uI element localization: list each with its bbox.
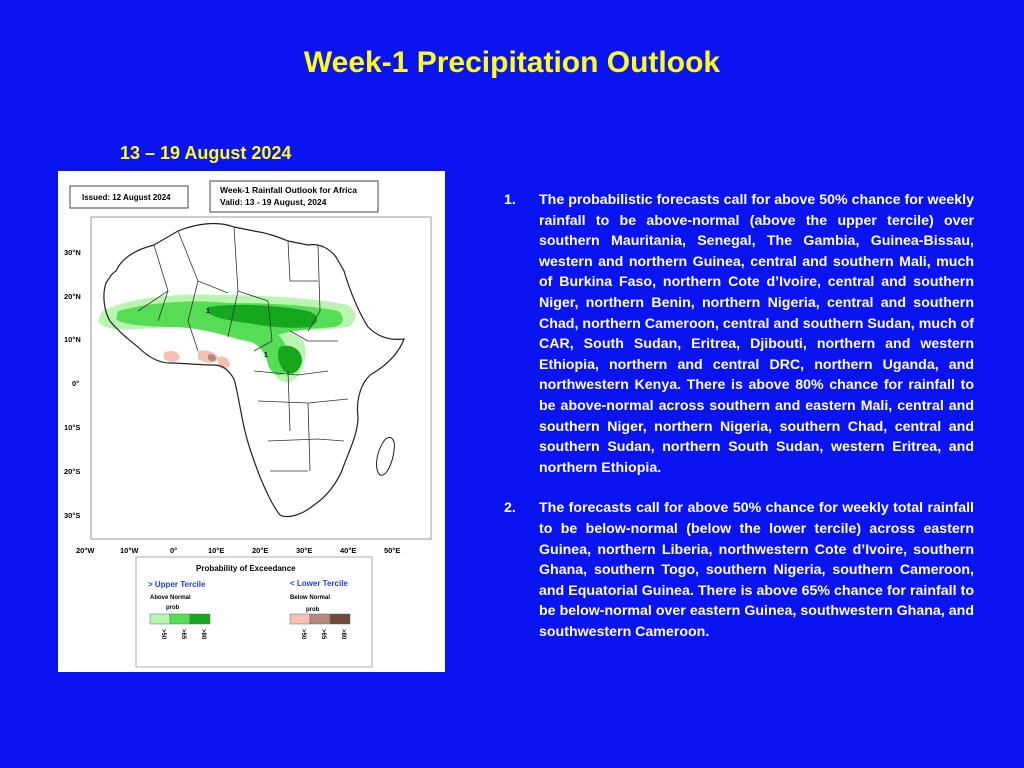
legend-threshold: >50	[160, 629, 166, 640]
legend-swatch-below-65	[310, 614, 330, 624]
rainfall-outlook-map	[58, 171, 445, 672]
lon-label: 40°E	[340, 546, 357, 555]
legend-threshold: >80	[200, 629, 206, 640]
bullet-number: 2.	[504, 500, 516, 517]
lon-label: 30°E	[296, 546, 313, 555]
lon-label: 20°E	[252, 546, 269, 555]
lon-label: 0°	[170, 546, 178, 555]
bullet-number: 1.	[504, 192, 516, 208]
legend	[136, 557, 372, 667]
legend-lower-sub1: Below Normal	[290, 595, 331, 601]
legend-upper-sub1: Above Normal	[150, 595, 191, 601]
outlook-bullets	[504, 190, 974, 662]
legend-threshold: >50	[300, 629, 306, 640]
country-borders	[138, 227, 348, 471]
bullet-text: The forecasts call for above 50% chance for weekly total rainfall to be below-normal (below the lower tercile) across eastern Guinea, northern Liberia, northwestern Cote d’Ivoire, southern Ghana, southern Togo, southern Nigeria, southern Cameroon, and Equatorial Guinea. There is above 65% chance for rainfall to be below-normal over eastern Guinea, southwestern Ghana, and southwestern Cameroon.	[539, 500, 974, 640]
lat-label: 30°N	[64, 248, 81, 257]
contour-label: 1	[264, 352, 268, 359]
bullet-item	[504, 190, 974, 478]
legend-lower-label: < Lower Tercile	[290, 579, 348, 588]
legend-swatch-above-50	[150, 614, 170, 624]
legend-threshold: >65	[320, 629, 326, 640]
legend-swatch-below-80	[330, 614, 350, 624]
lat-label: 10°S	[64, 423, 81, 432]
legend-swatch-above-65	[170, 614, 190, 624]
bullet-text: The probabilistic forecasts call for above 50% chance for weekly rainfall to be above-normal (above the upper tercile) over southern Mauritania, Senegal, The Gambia, Guinea-Bissau, western and northern Guinea, central and southern Mali, much of Burkina Faso, northern Cote d’Ivoire, central and southern Niger, northern Benin, northern Nigeria, central and southern Chad, northern Cameroon, central and southern Sudan, much of CAR, South Sudan, Eritrea, Djibouti, northern and western Ethiopia, northern and central DRC, northern Uganda, and northwestern Kenya. There is above 80% chance for rainfall to be above-normal across southern and eastern Mali, central and southern Niger, northern Nigeria, southern Chad, central and southern Sudan, northern South Sudan, western Eritrea, and northern Ethiopia.	[539, 192, 974, 476]
bullet-item	[504, 498, 974, 642]
legend-threshold: >80	[340, 629, 346, 640]
lat-label: 0°	[72, 379, 80, 388]
date-range-heading: 13 – 19 August 2024	[120, 143, 292, 163]
lat-label: 20°N	[64, 292, 81, 301]
map-frame	[91, 217, 431, 539]
madagascar-outline	[377, 437, 395, 475]
legend-upper-label: > Upper Tercile	[148, 580, 206, 589]
lat-label: 10°N	[64, 335, 81, 344]
lat-label: 20°S	[64, 467, 81, 476]
contour-label: 1	[206, 308, 210, 315]
issued-text: Issued: 12 August 2024	[82, 193, 171, 202]
lon-label: 20°W	[76, 546, 95, 555]
legend-threshold: >65	[180, 629, 186, 640]
lon-label: 10°E	[208, 546, 225, 555]
legend-lower-sub2: prob	[306, 607, 320, 613]
map-figure	[58, 171, 445, 672]
legend-swatch-below-50	[290, 614, 310, 624]
africa-outline	[104, 224, 404, 517]
legend-swatch-above-80	[190, 614, 210, 624]
legend-upper-sub2: prob	[166, 605, 180, 611]
slide-title: Week-1 Precipitation Outlook	[303, 46, 721, 79]
legend-title: Probability of Exceedance	[196, 564, 296, 573]
map-title-line1: Week-1 Rainfall Outlook for Africa	[220, 185, 357, 195]
lat-label: 30°S	[64, 511, 81, 520]
map-title-line2: Valid: 13 - 19 August, 2024	[220, 197, 327, 207]
lon-label: 10°W	[120, 546, 139, 555]
lon-label: 50°E	[384, 546, 401, 555]
